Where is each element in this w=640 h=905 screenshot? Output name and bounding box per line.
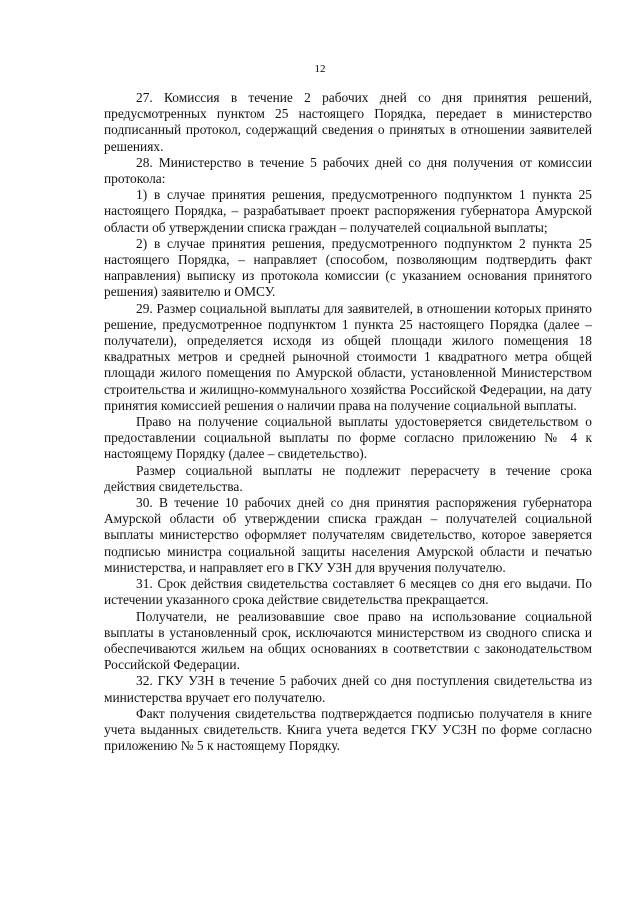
paragraph-27: 27. Комиссия в течение 2 рабочих дней со дня принятия решений, предусмотренных пунктом 25 настоящего Порядка, передает в министерство подписанный протокол, содержащий сведения о принятых в отношении заявителей решениях. [104,90,592,154]
paragraph-31-recipients: Получатели, не реализовавшие свое право на использование социальной выплаты в установленный срок, исключаются министерством из сводного списка и обеспечиваются жильем на общих основаниях в соответствии с законодательством Российской Федерации. [104,608,592,673]
paragraph-29: 29. Размер социальной выплаты для заявителей, в отношении которых принято решение, предусмотренное подпунктом 1 пункта 25 настоящего Порядка (далее – получатели), определяется исходя из общей площади жилого помещения 18 квадратных метров и средней рыночной стоимости 1 квадратного метра общей площади жилого помещения по Амурской области, установленной Министерством строительства и жилищно-коммунального хозяйства Российской Федерации, на дату принятия комиссией решения о наличии права на получение социальной выплаты. [104,300,592,413]
paragraph-28-item-1: 1) в случае принятия решения, предусмотренного подпунктом 1 пункта 25 настоящего Порядка, – разрабатывает проект распоряжения губернатора Амурской области об утверждении списка граждан – получателей социальной выплаты; [104,187,592,235]
page-number: 12 [314,63,326,75]
paragraph-31: 31. Срок действия свидетельства составляет 6 месяцев со дня его выдачи. По истечении указанного срока действие свидетельства прекращается. [104,576,592,608]
paragraph-29-recalculation: Размер социальной выплаты не подлежит перерасчету в течение срока действия свидетельства. [104,462,592,494]
paragraph-32: 32. ГКУ УЗН в течение 5 рабочих дней со дня поступления свидетельства из министерства вручает его получателю. [104,673,592,705]
paragraph-28-item-2: 2) в случае принятия решения, предусмотренного подпунктом 2 пункта 25 настоящего Порядка, – направляет (способом, позволяющим подтвердить факт направления) выписку из протокола комиссии (с указанием основания принятого решения) заявителю и ОМСУ. [104,235,592,300]
paragraph-29-certificate: Право на получение социальной выплаты удостоверяется свидетельством о предоставлении социальной выплаты по форме согласно приложению № 4 к настоящему Порядку (далее – свидетельство). [104,414,592,462]
paragraph-28: 28. Министерство в течение 5 рабочих дней со дня получения от комиссии протокола: [104,154,592,187]
document-body [104,90,592,754]
paragraph-32-registry: Факт получения свидетельства подтверждается подписью получателя в книге учета выданных свидетельств. Книга учета ведется ГКУ УСЗН по форме согласно приложению № 5 к настоящему Порядку. [104,705,592,754]
paragraph-30: 30. В течение 10 рабочих дней со дня принятия распоряжения губернатора Амурской области об утверждении списка граждан – получателей социальной выплаты министерство оформляет получателям свидетельство, которое заверяется подписью министра социальной защиты населения Амурской области и печатью министерства, и направляет его в ГКУ УЗН для вручения получателю. [104,495,592,575]
